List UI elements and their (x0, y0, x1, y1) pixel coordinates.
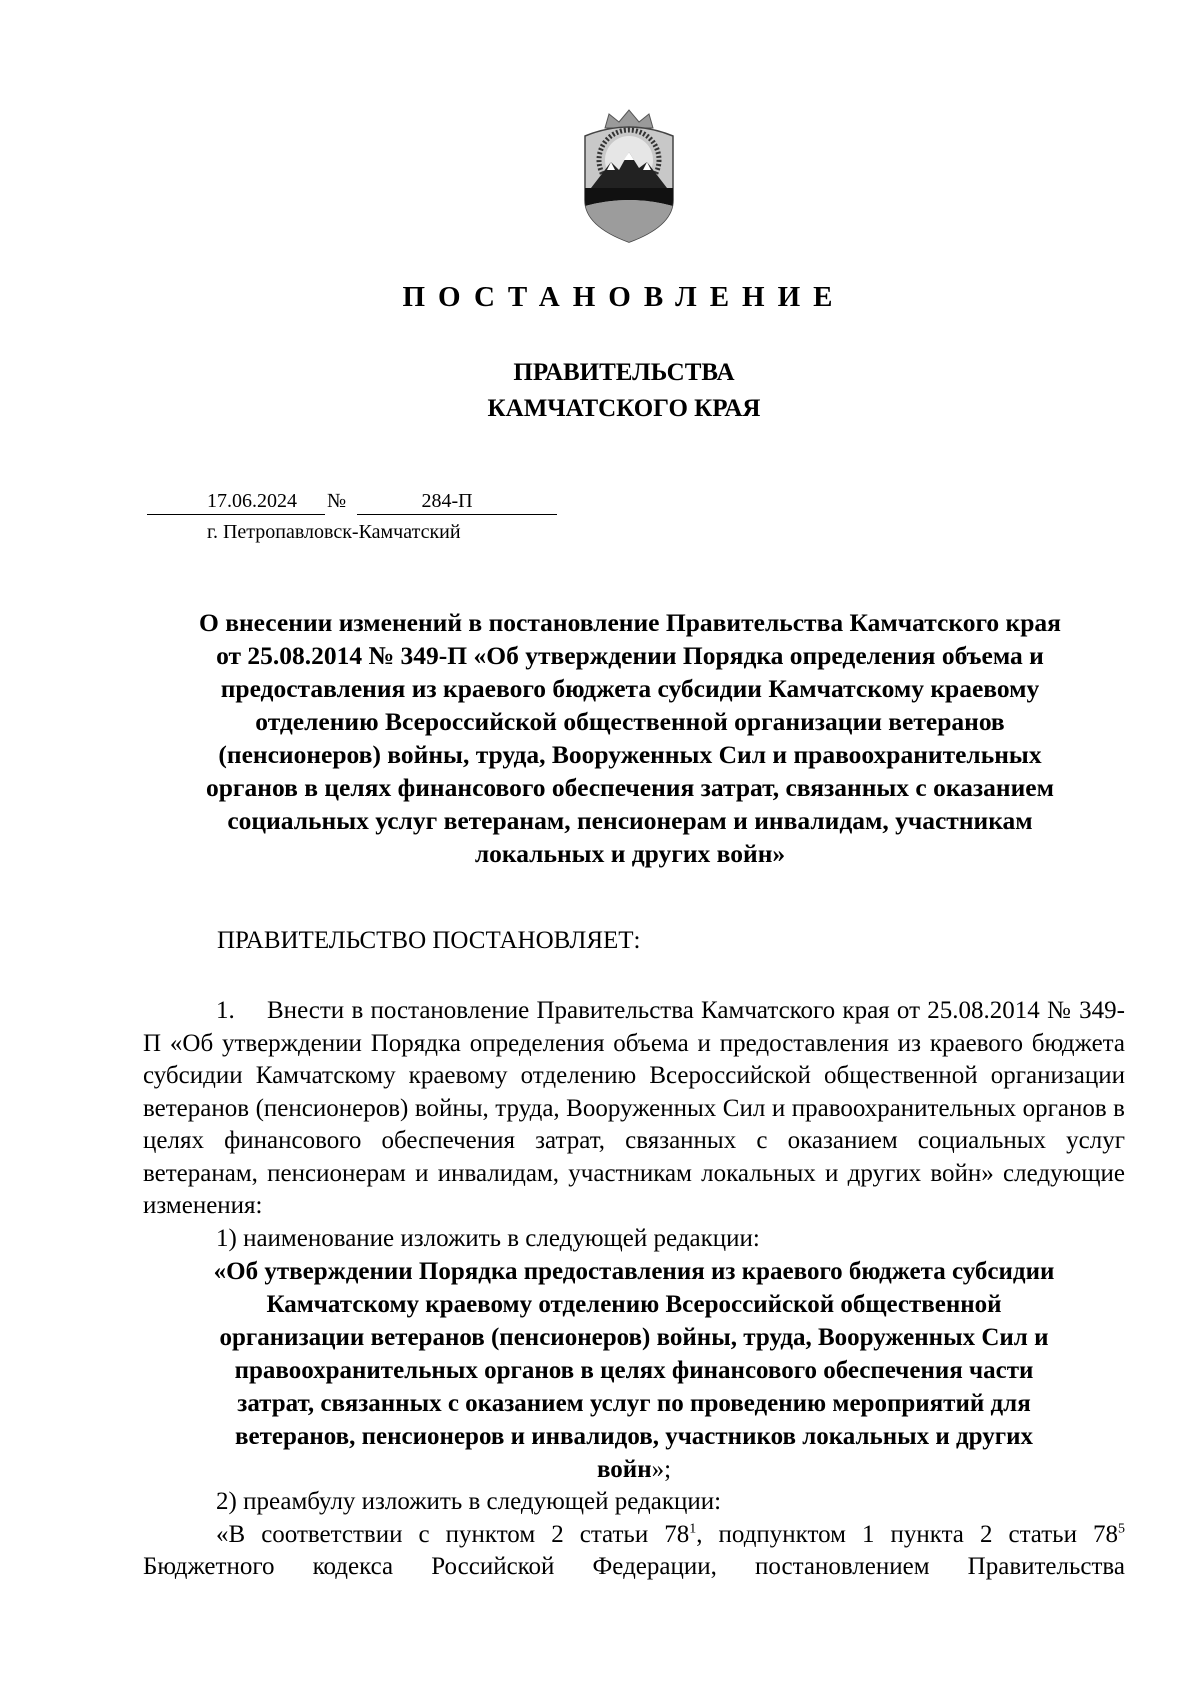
decree-phrase: ПРАВИТЕЛЬСТВО ПОСТАНОВЛЯЕТ: (217, 927, 641, 954)
document-body (143, 995, 1125, 1584)
number-sign: № (327, 490, 347, 512)
paragraph-1: 1. Внести в постановление Правительства Камчатского края от 25.08.2014 № 349-П «Об утверждении Порядка определения объема и предоставления из краевого бюджета субсидии Камчатскому краевому отделению Всероссийской общественной организации ветеранов (пенсионеров) войны, труда, Вооруженных Сил и правоохранительных органов в целях финансового обеспечения затрат, связанных с оказанием социальных услуг ветеранам, пенсионерам и инвалидам, участникам локальных и других войн» следующие изменения: (143, 997, 1125, 1219)
quote-title-end-tail: »; (651, 1456, 672, 1483)
amendment-item-1: 1) наименование изложить в следующей редакции: (216, 1224, 760, 1252)
document-title (140, 606, 1120, 870)
title-line: отделению Всероссийской общественной организации ветеранов (255, 707, 1005, 736)
preamble-part-1: «В соответствии с пунктом 2 статьи 78 (216, 1520, 690, 1548)
city-line: г. Петропавловск-Камчатский (207, 521, 461, 543)
title-line: органов в целях финансового обеспечения затрат, связанных с оказанием (206, 773, 1054, 802)
quote-title-line: правоохранительных органов в целях финансового обеспечения части (234, 1357, 1034, 1384)
quote-title-line: ветеранов, пенсионеров и инвалидов, участников локальных и других (234, 1423, 1034, 1450)
quote-title-line: затрат, связанных с оказанием услуг по проведению мероприятий для (237, 1390, 1031, 1417)
date-number-line (147, 490, 557, 518)
preamble-text (143, 1519, 1125, 1584)
title-line: (пенсионеров) войны, труда, Вооруженных Сил и правоохранительных (218, 740, 1042, 769)
quote-title-end-bold: войн (596, 1456, 652, 1483)
preamble-part-2: , подпунктом 1 пункта 2 статьи 78 (696, 1520, 1118, 1548)
title-line: локальных и других войн» (474, 839, 786, 868)
preamble-part-3: Бюджетного кодекса Российской Федерации, постановлением Правительства (143, 1553, 1125, 1580)
document-type-heading: ПОСТАНОВЛЕНИЕ (402, 281, 846, 313)
issuer-line-2: КАМЧАТСКОГО КРАЯ (487, 395, 761, 422)
issuer-line-1: ПРАВИТЕЛЬСТВА (513, 359, 735, 386)
quote-title-line: организации ветеранов (пенсионеров) войны, труда, Вооруженных Сил и (219, 1324, 1049, 1351)
document-date: 17.06.2024 (147, 490, 325, 515)
document-number: 284-П (357, 490, 557, 515)
coat-of-arms-icon (575, 108, 683, 244)
quoted-new-title (143, 1255, 1125, 1486)
quote-title-line: Камчатскому краевому отделению Всероссийской общественной (266, 1291, 1002, 1318)
title-line: социальных услуг ветеранам, пенсионерам и инвалидам, участникам (227, 806, 1033, 835)
issuer-heading (0, 355, 1200, 427)
title-line: О внесении изменений в постановление Правительства Камчатского края (199, 608, 1061, 637)
quote-title-line: «Об утверждении Порядка предоставления из краевого бюджета субсидии (213, 1258, 1055, 1285)
title-line: от 25.08.2014 № 349-П «Об утверждении Порядка определения объема и (216, 641, 1044, 670)
quote-title-last-line (143, 1453, 1125, 1486)
amendment-item-2: 2) преамбулу изложить в следующей редакции: (216, 1488, 722, 1515)
superscript-1: 1 (689, 1521, 697, 1537)
title-line: предоставления из краевого бюджета субсидии Камчатскому краевому (220, 674, 1040, 703)
superscript-2: 5 (1118, 1521, 1125, 1537)
